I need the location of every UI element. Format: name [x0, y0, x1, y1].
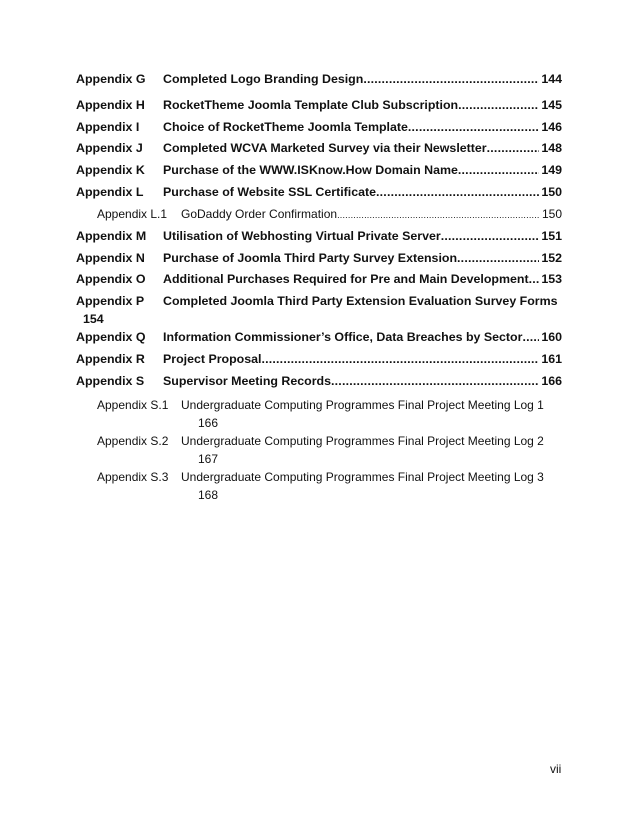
toc-page: 166: [198, 416, 219, 430]
toc-title: Supervisor Meeting Records: [163, 374, 332, 388]
toc-page: 150: [541, 185, 562, 199]
page-number: vii: [550, 762, 562, 776]
toc-title: Purchase of the WWW.ISKnow.How Domain Name: [163, 163, 458, 177]
toc-title: GoDaddy Order Confirmation: [181, 207, 338, 221]
toc-page: 148: [541, 141, 562, 155]
toc-title: Information Commissioner’s Office, Data Breaches by Sector: [163, 330, 523, 344]
toc-page: 153: [541, 272, 562, 286]
toc-title: Undergraduate Computing Programmes Final Project Meeting Log 2: [181, 434, 544, 448]
toc-title: Completed Joomla Third Party Extension Evaluation Survey Forms: [163, 294, 558, 308]
toc-label: Appendix S.1: [97, 398, 169, 412]
toc-page: 144: [541, 72, 562, 86]
toc-leader: [331, 373, 539, 389]
toc-title: Completed WCVA Marketed Survey via their Newsletter: [163, 141, 487, 155]
toc-leader: [457, 250, 539, 266]
toc-page: 154: [83, 312, 104, 326]
toc-label: Appendix R: [76, 352, 145, 366]
toc-leader: [363, 71, 539, 87]
toc-page: 152: [541, 251, 562, 265]
toc-title: Undergraduate Computing Programmes Final Project Meeting Log 1: [181, 398, 544, 412]
toc-label: Appendix M: [76, 229, 147, 243]
toc-leader: [487, 140, 540, 156]
toc-label: Appendix J: [76, 141, 143, 155]
toc-page: 167: [198, 452, 219, 466]
toc-leader: [522, 329, 539, 345]
toc-title: Additional Purchases Required for Pre and Main Development: [163, 272, 529, 286]
toc-label: Appendix L.1: [97, 207, 168, 221]
toc-label: Appendix P: [76, 294, 145, 308]
toc-label: Appendix L: [76, 185, 144, 199]
toc-page: 146: [541, 120, 562, 134]
toc-leader: [408, 119, 539, 135]
toc-title: Purchase of Website SSL Certificate: [163, 185, 377, 199]
toc-label: Appendix N: [76, 251, 145, 265]
toc-label: Appendix S: [76, 374, 145, 388]
toc-leader: [458, 162, 539, 178]
toc-leader: [458, 97, 539, 113]
toc-page: 160: [541, 330, 562, 344]
toc-page: 149: [541, 163, 562, 177]
toc-leader: [376, 184, 539, 200]
toc-title: RocketTheme Joomla Template Club Subscription: [163, 98, 459, 112]
toc-label: Appendix I: [76, 120, 140, 134]
toc-title: Utilisation of Webhosting Virtual Private Server: [163, 229, 441, 243]
toc-page: 168: [198, 488, 219, 502]
toc-page: 151: [541, 229, 562, 243]
toc-title: Project Proposal: [163, 352, 262, 366]
toc-label: Appendix K: [76, 163, 145, 177]
toc-leader: [337, 206, 540, 223]
toc-page: 166: [541, 374, 562, 388]
toc-page: 161: [541, 352, 562, 366]
toc-label: Appendix G: [76, 72, 146, 86]
toc-label: Appendix S.2: [97, 434, 169, 448]
toc-leader: [261, 351, 539, 367]
toc-title: Choice of RocketTheme Joomla Template: [163, 120, 408, 134]
toc-label: Appendix Q: [76, 330, 146, 344]
toc-label: Appendix S.3: [97, 470, 169, 484]
toc-page: 145: [541, 98, 562, 112]
toc-label: Appendix O: [76, 272, 146, 286]
toc-leader: [441, 228, 540, 244]
toc-title: Undergraduate Computing Programmes Final Project Meeting Log 3: [181, 470, 544, 484]
toc-title: Completed Logo Branding Design: [163, 72, 364, 86]
toc-title: Purchase of Joomla Third Party Survey Extension: [163, 251, 458, 265]
toc-leader: [529, 271, 540, 287]
toc-label: Appendix H: [76, 98, 145, 112]
toc-page: 150: [541, 207, 562, 221]
